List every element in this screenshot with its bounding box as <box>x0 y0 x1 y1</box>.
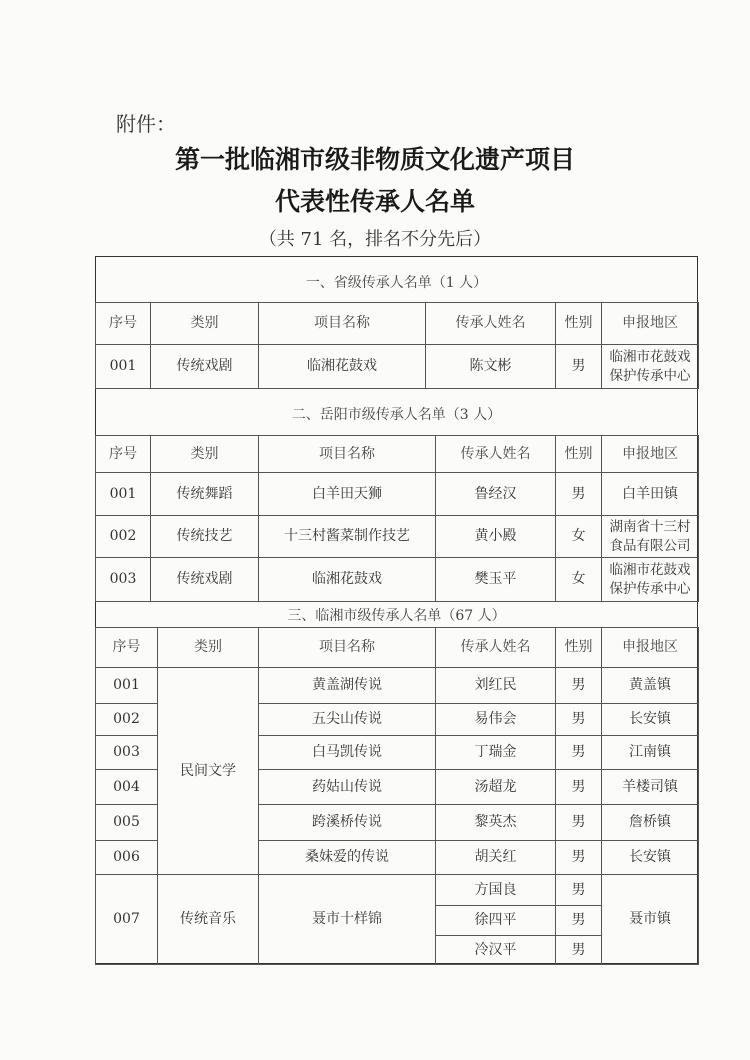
region-line: 临湘市花鼓戏 <box>609 348 691 365</box>
region-line: 湖南省十三村 <box>609 518 691 535</box>
cell-region: 聂市镇 <box>602 875 699 965</box>
cell-region: 詹桥镇 <box>602 805 699 841</box>
cell-region: 白羊田镇 <box>602 473 699 516</box>
cell-project: 白羊田天狮 <box>259 473 436 516</box>
cell-category: 传统戏剧 <box>151 345 259 389</box>
document-title: 第一批临湘市级非物质文化遗产项目 <box>174 145 575 174</box>
cell-region: 江南镇 <box>602 736 699 770</box>
cell-inheritor: 刘红民 <box>436 668 556 704</box>
linxiang-table <box>95 627 699 965</box>
cell-no: 001 <box>96 668 158 704</box>
header-gender: 性别 <box>556 436 602 473</box>
header-category: 类别 <box>151 303 259 345</box>
cell-no: 001 <box>96 473 151 516</box>
header-no: 序号 <box>96 303 151 345</box>
yueyang-table <box>95 435 699 602</box>
cell-no: 006 <box>96 841 158 875</box>
cell-gender: 男 <box>556 736 602 770</box>
cell-inheritor: 樊玉平 <box>436 558 556 602</box>
table-row <box>96 875 699 906</box>
section-title-linxiang: 三、临湘市级传承人名单（67 人） <box>287 608 506 624</box>
cell-no: 004 <box>96 770 158 805</box>
header-no: 序号 <box>96 436 151 473</box>
cell-gender: 男 <box>556 936 602 965</box>
cell-gender: 男 <box>556 473 602 516</box>
cell-project: 十三村酱菜制作技艺 <box>259 516 436 558</box>
cell-inheritor: 汤超龙 <box>436 770 556 805</box>
header-project: 项目名称 <box>259 303 426 345</box>
cell-inheritor: 易伟会 <box>436 704 556 736</box>
cell-inheritor: 黎英杰 <box>436 805 556 841</box>
cell-no: 001 <box>96 345 151 389</box>
header-region: 申报地区 <box>602 436 699 473</box>
header-gender: 性别 <box>556 303 602 345</box>
header-gender: 性别 <box>556 628 602 668</box>
document-title-line2: 代表性传承人名单 <box>274 187 475 216</box>
header-inheritor: 传承人姓名 <box>436 628 556 668</box>
cell-gender: 女 <box>556 516 602 558</box>
cell-gender: 女 <box>556 558 602 602</box>
cell-region: 黄盖镇 <box>602 668 699 704</box>
cell-no: 003 <box>96 736 158 770</box>
header-project: 项目名称 <box>259 436 436 473</box>
table-row <box>96 473 699 516</box>
cell-no: 002 <box>96 516 151 558</box>
header-project: 项目名称 <box>259 628 436 668</box>
header-region: 申报地区 <box>602 628 699 668</box>
cell-project: 临湘花鼓戏 <box>259 558 436 602</box>
table-row <box>96 668 699 704</box>
cell-category: 传统技艺 <box>151 516 259 558</box>
cell-project: 黄盖湖传说 <box>259 668 436 704</box>
cell-inheritor: 丁瑞金 <box>436 736 556 770</box>
cell-no: 007 <box>96 875 158 965</box>
table-row <box>96 558 699 602</box>
section-title-yueyang: 二、岳阳市级传承人名单（3 人） <box>291 407 502 423</box>
cell-category-merged: 民间文学 <box>158 668 259 875</box>
cell-gender: 男 <box>556 805 602 841</box>
cell-project: 跨溪桥传说 <box>259 805 436 841</box>
cell-gender: 男 <box>556 668 602 704</box>
header-inheritor: 传承人姓名 <box>426 303 556 345</box>
cell-no: 005 <box>96 805 158 841</box>
cell-category: 传统舞蹈 <box>151 473 259 516</box>
cell-gender: 男 <box>556 770 602 805</box>
cell-project: 聂市十样锦 <box>259 875 436 965</box>
cell-inheritor: 胡关红 <box>436 841 556 875</box>
header-no: 序号 <box>96 628 158 668</box>
cell-gender: 男 <box>556 906 602 936</box>
attachment-label: 附件： <box>116 112 176 136</box>
cell-inheritor: 方国良 <box>436 875 556 906</box>
header-inheritor: 传承人姓名 <box>436 436 556 473</box>
table-header-row <box>96 436 699 473</box>
table-row <box>96 516 699 558</box>
region-line: 临湘市花鼓戏 <box>609 561 691 578</box>
table-header-row <box>96 628 699 668</box>
cell-inheritor: 黄小殿 <box>436 516 556 558</box>
cell-region <box>602 345 699 389</box>
cell-gender: 男 <box>556 345 602 389</box>
cell-project: 药姑山传说 <box>259 770 436 805</box>
cell-inheritor: 陈文彬 <box>426 345 556 389</box>
cell-project: 五尖山传说 <box>259 704 436 736</box>
table-row <box>96 345 699 389</box>
cell-inheritor: 冷汉平 <box>436 936 556 965</box>
cell-project: 临湘花鼓戏 <box>259 345 426 389</box>
region-line: 保护传承中心 <box>609 580 691 597</box>
cell-region <box>602 558 699 602</box>
header-category: 类别 <box>151 436 259 473</box>
document-subtitle: （共 71 名，排名不分先后） <box>258 229 492 250</box>
cell-region: 羊楼司镇 <box>602 770 699 805</box>
provincial-table <box>95 302 699 389</box>
cell-project: 桑妹爱的传说 <box>259 841 436 875</box>
header-region: 申报地区 <box>602 303 699 345</box>
region-line: 食品有限公司 <box>609 537 691 554</box>
cell-category: 传统音乐 <box>158 875 259 965</box>
table-header-row <box>96 303 699 345</box>
section-title-provincial: 一、省级传承人名单（1 人） <box>305 275 488 291</box>
cell-region: 长安镇 <box>602 704 699 736</box>
cell-category: 传统戏剧 <box>151 558 259 602</box>
cell-inheritor: 徐四平 <box>436 906 556 936</box>
cell-project: 白马凯传说 <box>259 736 436 770</box>
cell-region: 长安镇 <box>602 841 699 875</box>
cell-no: 002 <box>96 704 158 736</box>
cell-no: 003 <box>96 558 151 602</box>
region-line: 保护传承中心 <box>609 367 691 384</box>
cell-inheritor: 鲁经汉 <box>436 473 556 516</box>
cell-region <box>602 516 699 558</box>
cell-gender: 男 <box>556 841 602 875</box>
header-category: 类别 <box>158 628 259 668</box>
cell-gender: 男 <box>556 704 602 736</box>
cell-gender: 男 <box>556 875 602 906</box>
